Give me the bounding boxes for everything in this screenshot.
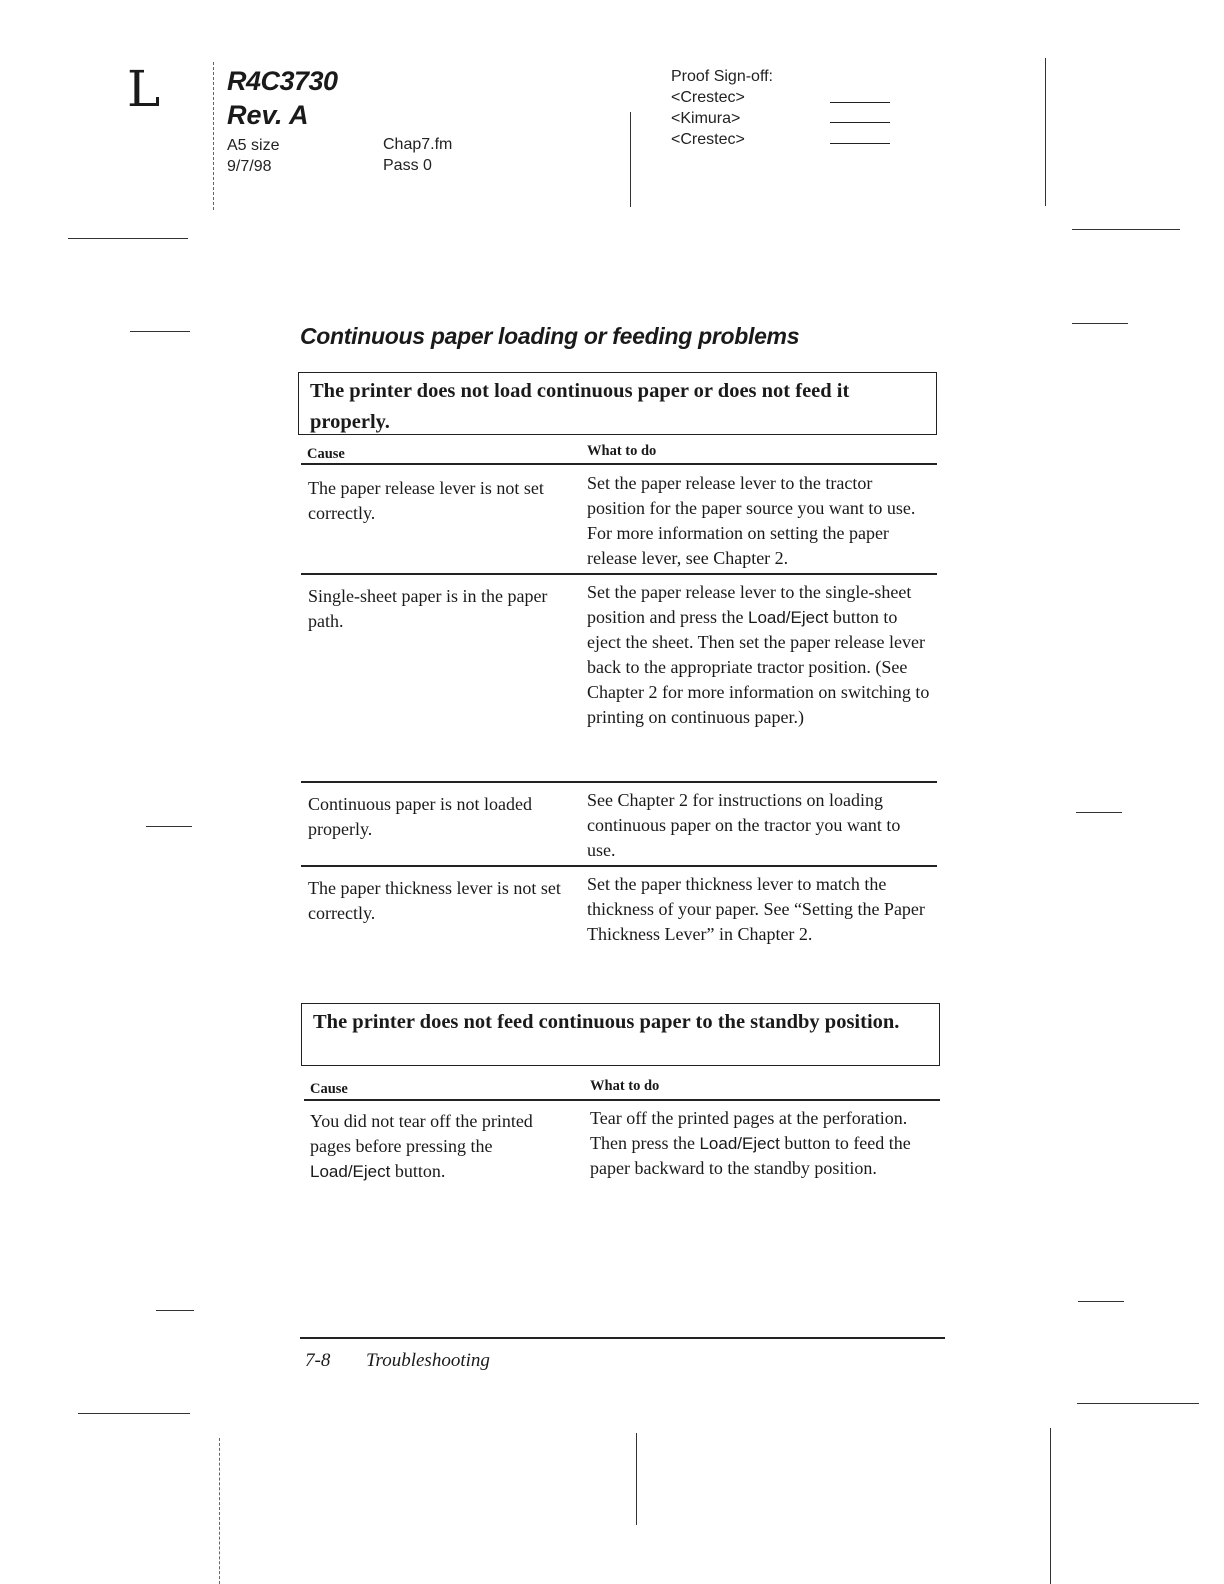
cause-text: Single-sheet paper is in the paper path.: [308, 586, 548, 631]
signoff-divider: [630, 112, 631, 207]
revision: Rev. A: [227, 100, 309, 130]
problem-box-2: The printer does not feed continuous paper to the standby position.: [301, 1003, 940, 1066]
footer-rule: [300, 1337, 945, 1339]
table-rule: [301, 781, 937, 783]
paper-size: A5 size: [227, 137, 280, 154]
crop-mark: [1050, 1428, 1051, 1584]
column-header-cause: Cause: [310, 1081, 348, 1097]
crop-mark: [1072, 229, 1180, 230]
action-text-part: button to eject the sheet. Then set the paper release lever back to the appropriate tractor position. (See Chapter 2 for more information on switching to printing on continuous paper.): [587, 607, 930, 727]
chapter-name: Troubleshooting: [366, 1350, 490, 1371]
signoff-crestec-1: <Crestec>: [671, 89, 745, 106]
table-rule: [301, 463, 937, 465]
signoff-crestec-2: <Crestec>: [671, 131, 745, 148]
action-text-part: Set the paper release lever to the single-sheet position and press the: [587, 582, 912, 627]
section-title: Continuous paper loading or feeding problems: [300, 323, 800, 349]
load-eject-button-name: Load/Eject: [699, 1134, 780, 1153]
cause-text: The paper thickness lever is not set correctly.: [308, 878, 561, 923]
load-eject-button-name: Load/Eject: [310, 1162, 391, 1181]
signoff-title: Proof Sign-off:: [671, 68, 773, 85]
right-border-line: [1045, 58, 1046, 206]
crop-mark: [146, 826, 192, 827]
signature-line: [830, 122, 890, 123]
action-text-part: button to feed the paper backward to the standby position.: [590, 1133, 911, 1178]
column-header-cause: Cause: [307, 446, 345, 462]
action-text: [587, 580, 932, 730]
page-number: 7-8: [305, 1350, 331, 1371]
crop-mark: [130, 331, 190, 332]
signature-line: [830, 102, 890, 103]
cause-text-part: You did not tear off the printed pages before pressing the: [310, 1111, 533, 1156]
table-rule: [301, 573, 937, 575]
problem-box-1: The printer does not load continuous paper or does not feed it properly.: [298, 372, 937, 435]
action-text: Set the paper release lever to the tractor position for the paper source you want to use. For more information on setting the paper release lever, see Chapter 2.: [587, 473, 916, 568]
crop-mark: [1076, 812, 1122, 813]
crop-mark: [78, 1413, 190, 1414]
signoff-block: [671, 66, 773, 150]
crop-mark: [1072, 323, 1128, 324]
cause-text-part: button.: [394, 1161, 446, 1181]
action-text: See Chapter 2 for instructions on loading continuous paper on the tractor you want to use.: [587, 790, 901, 860]
file-name: Chap7.fm: [383, 136, 453, 153]
signature-line: [830, 143, 890, 144]
header-divider: [213, 62, 214, 210]
column-header-what-to-do: What to do: [587, 443, 657, 459]
column-header-what-to-do: What to do: [590, 1078, 660, 1094]
date: 9/7/98: [227, 158, 272, 175]
margin-mark: L: [127, 60, 161, 118]
action-text: [590, 1106, 935, 1181]
cause-text: Continuous paper is not loaded properly.: [308, 794, 532, 839]
crop-mark: [156, 1310, 194, 1311]
action-text: Set the paper thickness lever to match the thickness of your paper. See “Setting the Paper Thickness Lever” in Chapter 2.: [587, 874, 925, 944]
cause-text: The paper release lever is not set correctly.: [308, 478, 544, 523]
crop-mark: [219, 1438, 220, 1584]
action-text-part: Tear off the printed pages at the perforation. Then press the: [590, 1108, 908, 1153]
load-eject-button-name: Load/Eject: [747, 608, 829, 627]
cause-text: [310, 1109, 572, 1184]
crop-mark: [1078, 1301, 1124, 1302]
signoff-kimura: <Kimura>: [671, 110, 741, 127]
table-rule: [301, 865, 937, 867]
table-rule: [304, 1099, 940, 1101]
crop-mark: [68, 238, 188, 239]
crop-mark: [1077, 1403, 1199, 1404]
job-code: R4C3730: [227, 66, 338, 96]
pass: Pass 0: [383, 157, 432, 174]
crop-mark: [636, 1433, 637, 1525]
